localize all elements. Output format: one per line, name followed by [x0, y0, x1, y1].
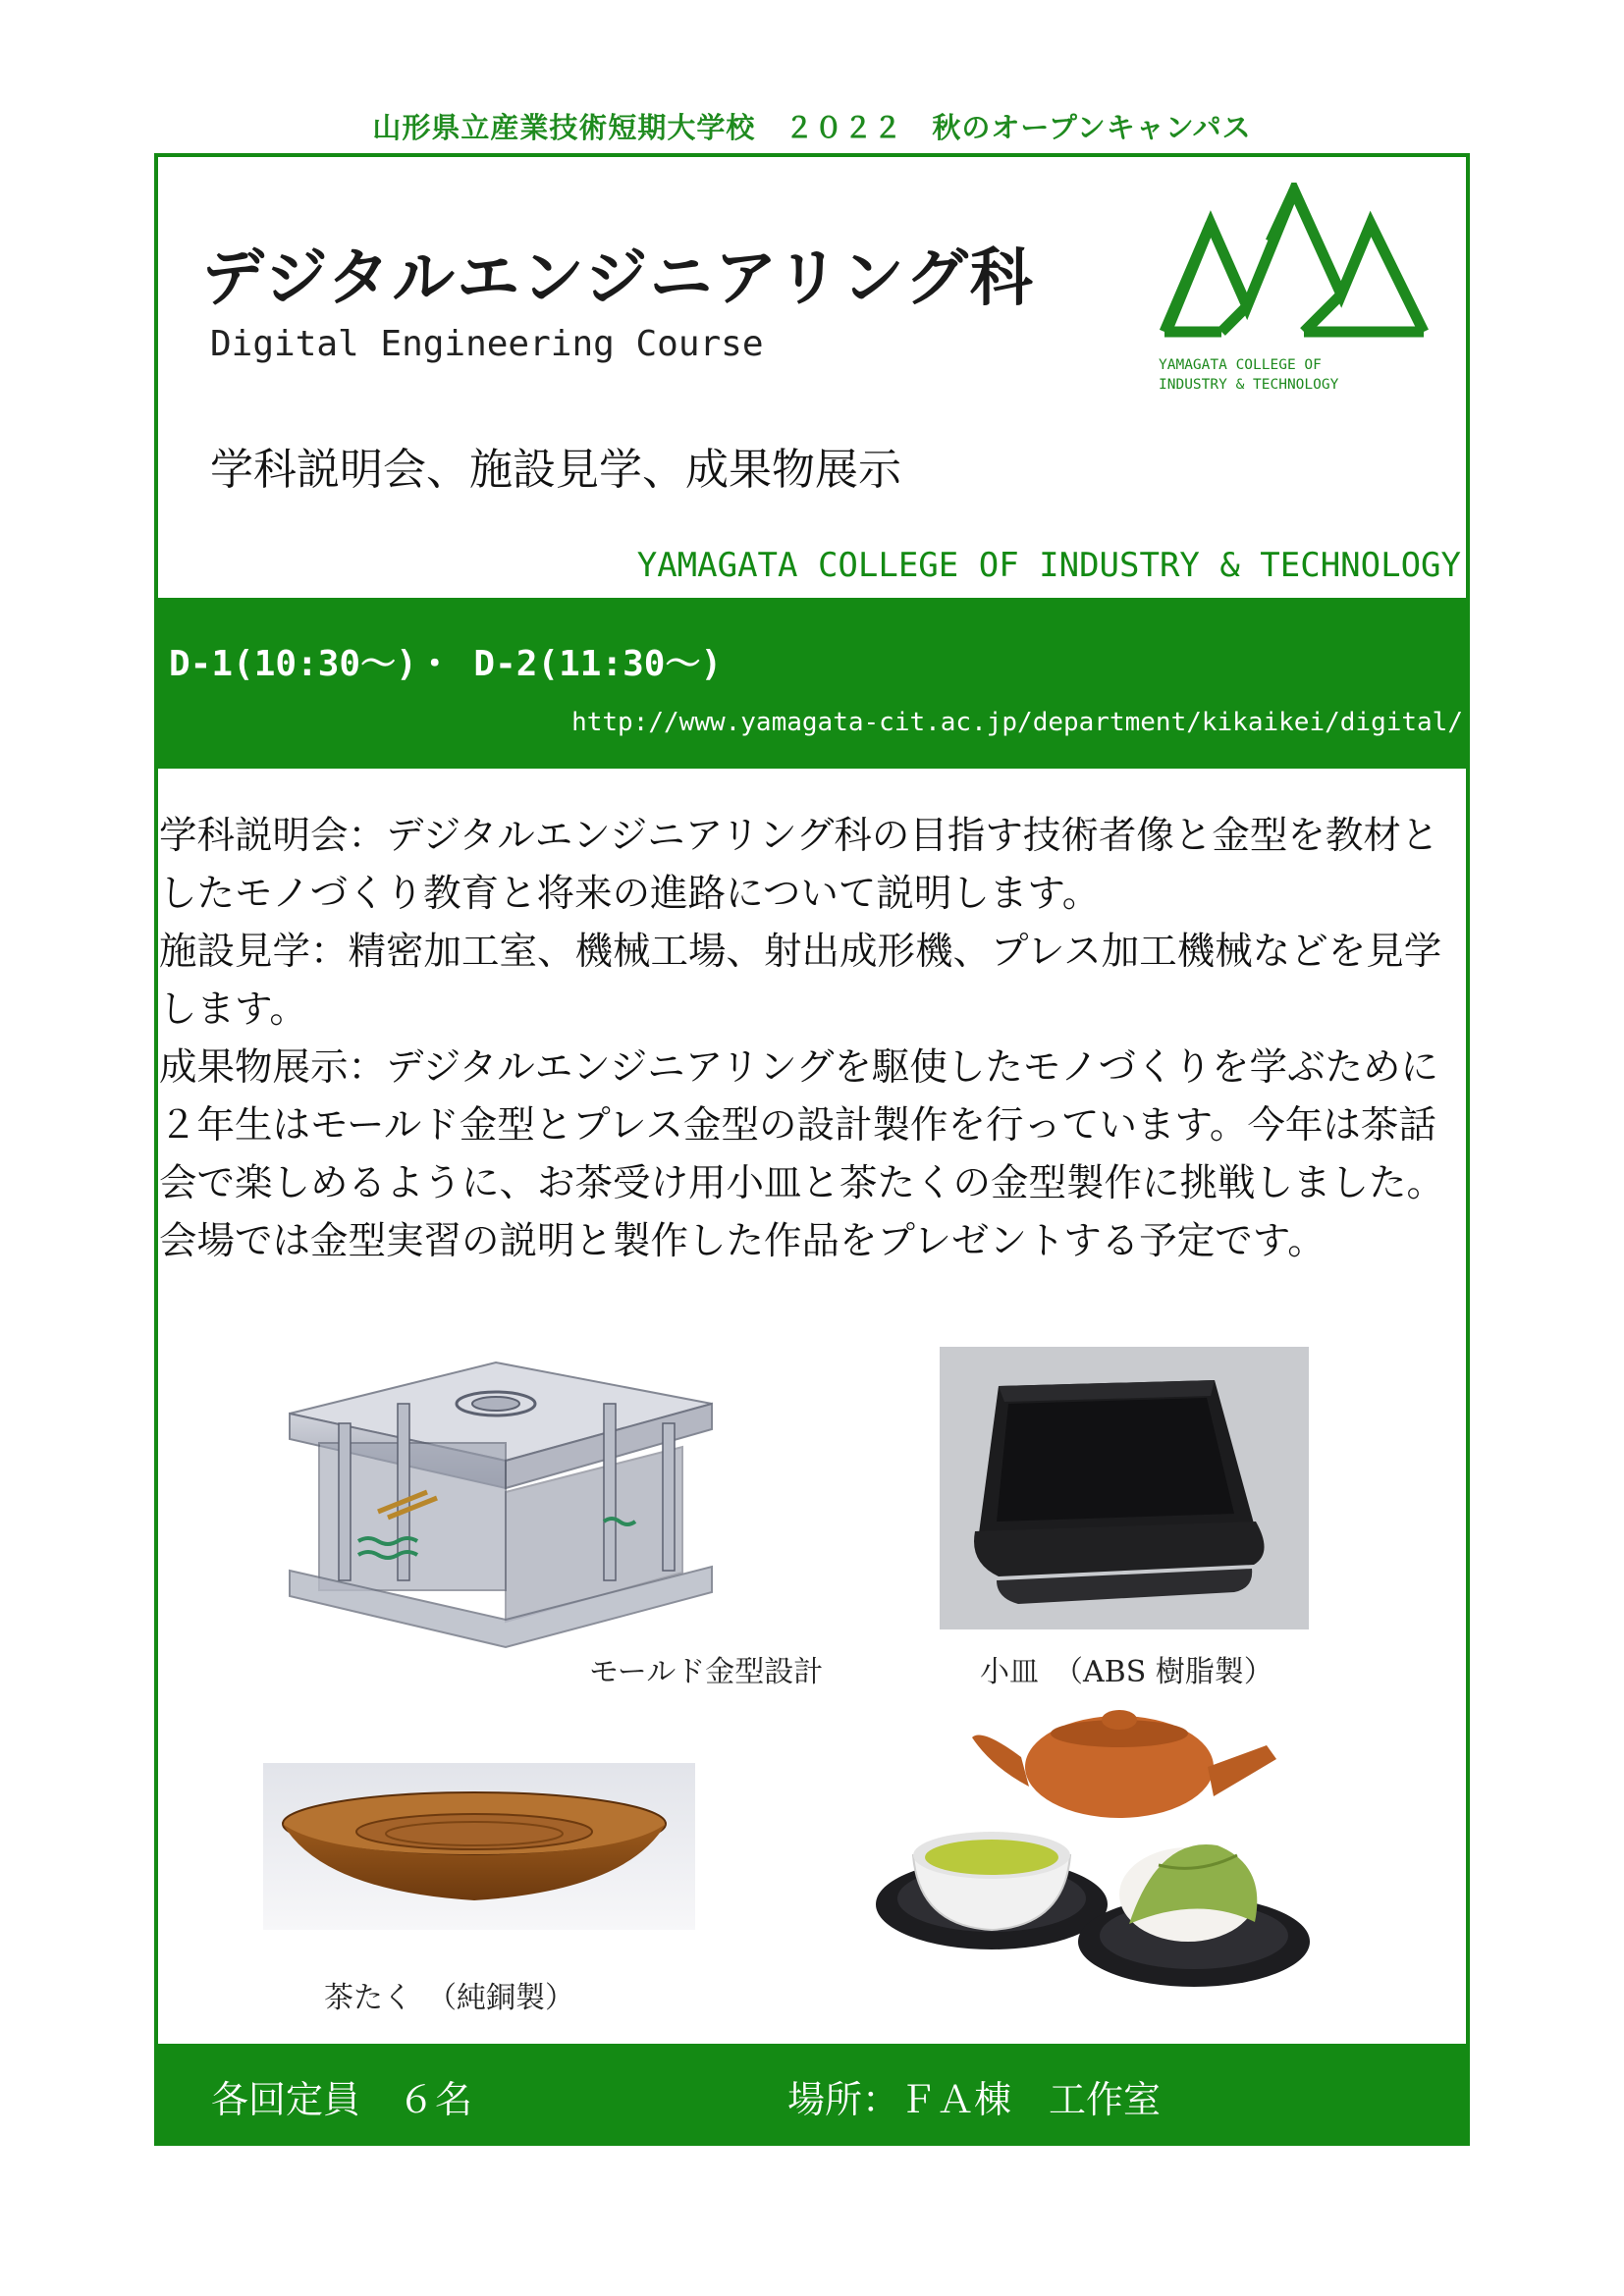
small-plate-caption: 小皿 （ABS 樹脂製） [980, 1655, 1273, 1689]
tea-set-image [864, 1698, 1316, 1993]
mold-design-caption: モールド金型設計 [589, 1655, 824, 1689]
description-line: 会場では金型実習の説明と製作した作品をプレゼントする予定です。 [159, 1219, 1326, 1263]
department-title: デジタルエンジニアリング科 [201, 242, 1035, 315]
event-summary: 学科説明会、施設見学、成果物展示 [210, 445, 901, 495]
college-mountain-logo [1157, 183, 1432, 340]
capacity-info: 各回定員 ６名 [211, 2078, 473, 2121]
logo-caption [1159, 355, 1338, 395]
department-url[interactable]: http://www.yamagata-cit.ac.jp/department/kikaikei/digital/ [571, 708, 1463, 737]
description-line: したモノづくり教育と将来の進路について説明します。 [159, 872, 1101, 916]
logo-caption-line2: INDUSTRY & TECHNOLOGY [1159, 377, 1339, 393]
description-block [159, 807, 1461, 1270]
description-line: ２年生はモールド金型とプレス金型の設計製作を行っています。今年は茶話 [159, 1103, 1436, 1148]
session-times: D-1(10:30～)・ D-2(11:30～) [169, 644, 723, 684]
description-line: 成果物展示：デジタルエンジニアリングを駆使したモノづくりを学ぶために [159, 1045, 1439, 1090]
description-line: 施設見学：精密加工室、機械工場、射出成形機、プレス加工機械などを見学 [159, 930, 1442, 974]
description-line: します。 [159, 988, 307, 1032]
copper-saucer-caption: 茶たく （純銅製） [324, 1981, 574, 2015]
college-name-en: YAMAGATA COLLEGE OF INDUSTRY & TECHNOLOGY [636, 546, 1461, 585]
description-line: 会で楽しめるように、お茶受け用小皿と茶たくの金型製作に挑戦しました。 [159, 1161, 1445, 1205]
mold-design-image [280, 1345, 731, 1669]
logo-caption-line1: YAMAGATA COLLEGE OF [1159, 357, 1322, 373]
copper-saucer-image [263, 1763, 695, 1930]
small-plate-image [940, 1347, 1309, 1629]
location-info: 場所：ＦＡ棟 工作室 [787, 2078, 1162, 2121]
description-line: 学科説明会：デジタルエンジニアリング科の目指す技術者像と金型を教材と [159, 814, 1439, 858]
department-title-en: Digital Engineering Course [210, 324, 764, 364]
open-campus-header: 山形県立産業技術短期大学校 ２０２２ 秋のオープンキャンパス [372, 111, 1252, 144]
